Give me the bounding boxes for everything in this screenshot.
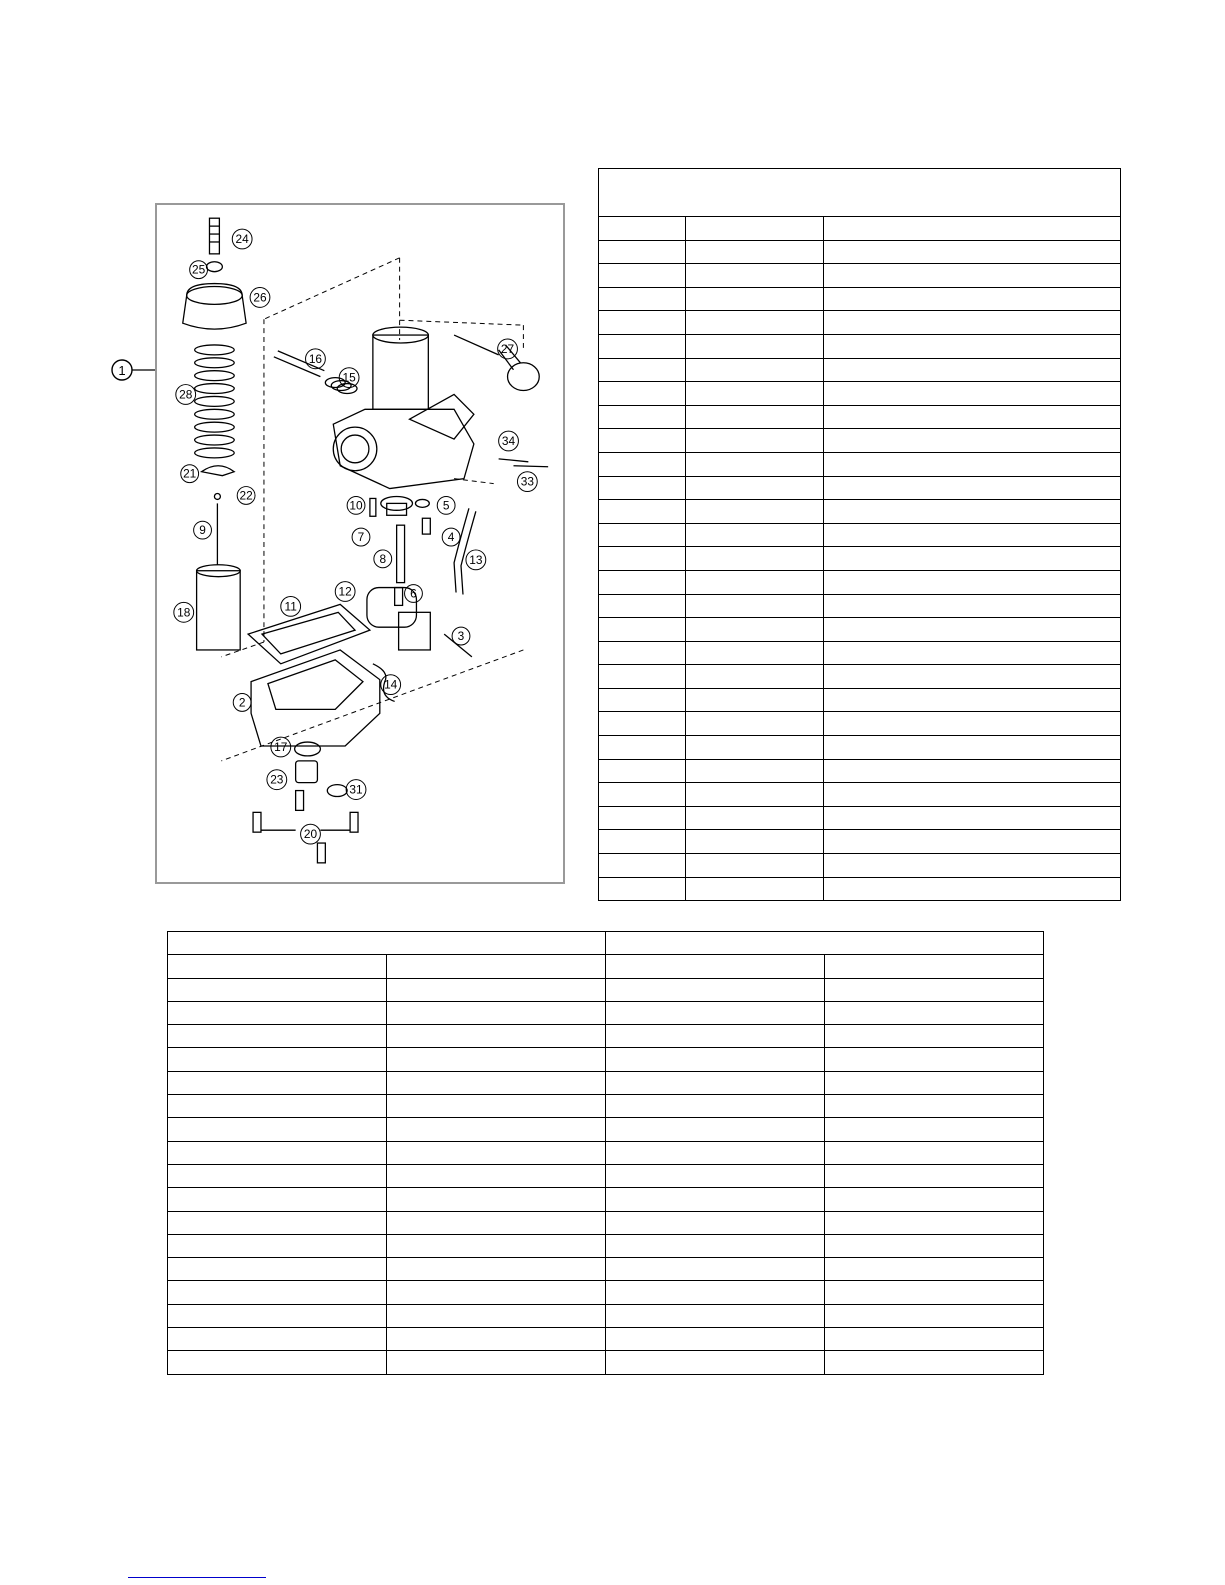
spec-table-cell: [387, 1164, 606, 1187]
spec-table-cell: [606, 1188, 825, 1211]
parts-table-cell: [599, 759, 686, 783]
callout-12-label: 12: [338, 584, 352, 599]
parts-table-cell: [599, 452, 686, 476]
parts-table-cell: [599, 570, 686, 594]
parts-table-cell: [824, 476, 1121, 500]
spec-table-cell: [606, 1234, 825, 1257]
parts-table-row: [599, 759, 1121, 783]
spec-table-cell: [825, 1304, 1044, 1327]
spec-table-cell: [168, 1118, 387, 1141]
parts-table-row: [599, 665, 1121, 689]
parts-table-row: [599, 217, 1121, 241]
spec-table-row: [168, 1025, 1044, 1048]
spec-table-cell: [168, 1234, 387, 1257]
spec-table-cell: [825, 1025, 1044, 1048]
spec-table-row: [168, 1234, 1044, 1257]
parts-table-cell: [824, 217, 1121, 241]
spec-table-row: [168, 1001, 1044, 1024]
callout-31: [346, 780, 366, 800]
spec-table-row: [168, 1071, 1044, 1094]
spec-table-cell: [168, 1001, 387, 1024]
spec-table-cell: [168, 1304, 387, 1327]
spec-table-row: [168, 1211, 1044, 1234]
parts-table-cell: [824, 311, 1121, 335]
parts-table-cell: [824, 688, 1121, 712]
spec-table-cell: [606, 1211, 825, 1234]
spec-table-cell: [387, 1095, 606, 1118]
parts-table-row: [599, 476, 1121, 500]
parts-table-row: [599, 594, 1121, 618]
callout-10: [347, 496, 365, 514]
parts-table-row: [599, 618, 1121, 642]
spec-table-row: [168, 978, 1044, 1001]
spec-table-cell: [825, 1048, 1044, 1071]
parts-table-cell: [824, 594, 1121, 618]
parts-table-row: [599, 547, 1121, 571]
parts-table-cell: [686, 500, 824, 524]
callout-14-label: 14: [384, 677, 398, 692]
callout-28: [176, 385, 196, 405]
parts-table-cell: [599, 429, 686, 453]
parts-table-cell: [599, 688, 686, 712]
spec-table-row: [168, 1118, 1044, 1141]
parts-table-title-row: [599, 169, 1121, 217]
parts-table-cell: [686, 217, 824, 241]
callout-25: [190, 261, 208, 279]
spec-table-cell: [825, 1188, 1044, 1211]
spec-table-row: [168, 1164, 1044, 1187]
spec-table-cell: [168, 1211, 387, 1234]
parts-table-cell: [824, 877, 1121, 901]
parts-table-cell: [599, 334, 686, 358]
parts-table-title-cell: [599, 169, 1121, 217]
parts-table-cell: [599, 806, 686, 830]
parts-table-cell: [599, 476, 686, 500]
callout-10-label: 10: [349, 498, 363, 513]
callout-31-label: 31: [349, 782, 363, 797]
parts-table-cell: [824, 429, 1121, 453]
parts-table-row: [599, 688, 1121, 712]
callout-9: [194, 521, 212, 539]
parts-table-cell: [686, 311, 824, 335]
callout-24: [232, 229, 252, 249]
callout-13-label: 13: [469, 552, 483, 567]
callout-2: [233, 694, 251, 712]
parts-table-cell: [824, 665, 1121, 689]
callout-labels: [174, 229, 537, 844]
parts-table-cell: [599, 382, 686, 406]
parts-table-cell: [824, 287, 1121, 311]
callout-17-label: 17: [274, 739, 288, 754]
parts-table-row: [599, 429, 1121, 453]
spec-table-cell: [387, 978, 606, 1001]
parts-table-cell: [686, 523, 824, 547]
spec-table-row: [168, 1328, 1044, 1351]
parts-table-cell: [599, 641, 686, 665]
spec-table-cell: [825, 1258, 1044, 1281]
callout-1-label: 1: [118, 363, 126, 378]
spec-table-cell: [606, 955, 825, 978]
diagram-drawing: [157, 205, 563, 882]
parts-table-cell: [599, 287, 686, 311]
callout-14: [381, 675, 401, 695]
spec-table-cell: [387, 1211, 606, 1234]
spec-table-cell: [387, 1258, 606, 1281]
parts-table-cell: [824, 382, 1121, 406]
parts-table-row: [599, 736, 1121, 760]
spec-table-row: [168, 1188, 1044, 1211]
callout-6: [405, 585, 423, 603]
parts-table-cell: [686, 594, 824, 618]
parts-table-row: [599, 405, 1121, 429]
parts-table-cell: [824, 618, 1121, 642]
parts-table-cell: [599, 618, 686, 642]
callout-24-label: 24: [235, 231, 249, 246]
callout-25-label: 25: [191, 262, 206, 277]
callout-3: [452, 627, 470, 645]
callout-23: [267, 770, 287, 790]
parts-table-cell: [824, 854, 1121, 878]
parts-table-cell: [686, 240, 824, 264]
callout-18-label: 20: [303, 827, 318, 842]
parts-table-cell: [686, 688, 824, 712]
callout-7-label: 7: [357, 530, 365, 545]
parts-table-cell: [824, 806, 1121, 830]
specification-table: [167, 931, 1044, 1375]
parts-table-cell: [599, 736, 686, 760]
parts-table-cell: [686, 665, 824, 689]
parts-table-cell: [824, 570, 1121, 594]
spec-table-cell: [387, 1188, 606, 1211]
parts-table-row: [599, 854, 1121, 878]
callout-34-label: 34: [501, 433, 516, 448]
parts-table-cell: [824, 783, 1121, 807]
parts-table-cell: [599, 783, 686, 807]
callout-33-label: 33: [520, 474, 534, 489]
callout-16-label: 16: [308, 351, 323, 366]
spec-table-cell: [825, 955, 1044, 978]
footer-link-underline[interactable]: [128, 1577, 266, 1578]
parts-table-row: [599, 287, 1121, 311]
parts-table-cell: [686, 264, 824, 288]
spec-table-row: [168, 1304, 1044, 1327]
parts-table-row: [599, 452, 1121, 476]
spec-table-cell: [606, 1328, 825, 1351]
parts-table-row: [599, 712, 1121, 736]
parts-table-row: [599, 382, 1121, 406]
parts-table-cell: [599, 594, 686, 618]
parts-table-cell: [824, 712, 1121, 736]
spec-table-cell: [606, 1258, 825, 1281]
callout-16: [306, 349, 326, 369]
callout-26-label: 26: [253, 290, 267, 305]
spec-table-cell: [387, 1071, 606, 1094]
callout-11: [281, 596, 301, 616]
parts-table-cell: [686, 358, 824, 382]
parts-table-cell: [599, 854, 686, 878]
parts-table-cell: [686, 618, 824, 642]
spec-table-row: [168, 955, 1044, 978]
spec-table-cell: [825, 1211, 1044, 1234]
callout-28-label: 28: [179, 387, 193, 402]
spec-table-cell: [168, 1258, 387, 1281]
carburetor-exploded-diagram: [155, 203, 565, 884]
parts-table-cell: [686, 806, 824, 830]
spec-table-cell: [168, 1071, 387, 1094]
parts-table-cell: [824, 500, 1121, 524]
parts-table-cell: [824, 405, 1121, 429]
parts-table-cell: [686, 405, 824, 429]
spec-table-cell: [825, 1328, 1044, 1351]
parts-table-cell: [824, 334, 1121, 358]
parts-table-cell: [686, 452, 824, 476]
spec-table-cell: [825, 1281, 1044, 1304]
callout-20: [174, 602, 194, 622]
spec-table-group-header: [168, 932, 1044, 955]
spec-table-cell: [825, 1001, 1044, 1024]
spec-table-cell: [168, 1025, 387, 1048]
spec-table-row: [168, 1141, 1044, 1164]
spec-table-cell: [168, 1048, 387, 1071]
spec-table-cell: [606, 1095, 825, 1118]
callout-5-label: 5: [442, 498, 450, 513]
spec-table-cell: [606, 978, 825, 1001]
callout-5: [437, 496, 455, 514]
parts-table-cell: [824, 452, 1121, 476]
spec-table-cell: [606, 1071, 825, 1094]
callout-4-label: 4: [447, 530, 455, 545]
spec-table-cell: [168, 1281, 387, 1304]
spec-table-cell: [168, 978, 387, 1001]
parts-table-cell: [599, 264, 686, 288]
parts-table-cell: [824, 240, 1121, 264]
spec-group-left: [168, 932, 606, 955]
parts-table-row: [599, 877, 1121, 901]
parts-table-row: [599, 783, 1121, 807]
parts-table-cell: [686, 641, 824, 665]
spec-table-row: [168, 1281, 1044, 1304]
parts-table-cell: [824, 759, 1121, 783]
parts-table-row: [599, 570, 1121, 594]
callout-27: [498, 339, 518, 359]
parts-table-cell: [686, 759, 824, 783]
spec-table-cell: [168, 1351, 387, 1374]
parts-table-row: [599, 500, 1121, 524]
spec-table-cell: [606, 1164, 825, 1187]
spec-table-cell: [606, 1141, 825, 1164]
spec-table-cell: [387, 955, 606, 978]
spec-table-row: [168, 1258, 1044, 1281]
parts-table-row: [599, 311, 1121, 335]
spec-table-cell: [387, 1351, 606, 1374]
parts-table-cell: [686, 712, 824, 736]
parts-table-row: [599, 240, 1121, 264]
parts-table-cell: [599, 712, 686, 736]
parts-table-cell: [686, 783, 824, 807]
callout-27-label: 27: [500, 341, 515, 356]
spec-table-row: [168, 1048, 1044, 1071]
callout-3-label: 3: [457, 629, 465, 644]
parts-table-cell: [824, 830, 1121, 854]
spec-table-cell: [825, 1234, 1044, 1257]
spec-group-right: [606, 932, 1044, 955]
spec-table-row: [168, 1095, 1044, 1118]
parts-table-cell: [599, 358, 686, 382]
spec-table-cell: [825, 1141, 1044, 1164]
spec-table-cell: [606, 1025, 825, 1048]
parts-table-cell: [599, 665, 686, 689]
spec-table-cell: [168, 1095, 387, 1118]
callout-8: [374, 550, 392, 568]
spec-table-cell: [168, 1164, 387, 1187]
spec-table-row: [168, 1351, 1044, 1374]
parts-table-cell: [686, 736, 824, 760]
parts-table-cell: [686, 547, 824, 571]
parts-table-cell: [686, 570, 824, 594]
spec-table-cell: [387, 1118, 606, 1141]
parts-table-cell: [599, 405, 686, 429]
callout-2-label: 2: [238, 695, 246, 710]
callout-7: [352, 528, 370, 546]
parts-table-cell: [686, 287, 824, 311]
parts-table-cell: [686, 429, 824, 453]
parts-table-cell: [599, 523, 686, 547]
spec-table-cell: [168, 955, 387, 978]
spec-table-cell: [825, 1118, 1044, 1141]
parts-table-cell: [599, 311, 686, 335]
spec-table-cell: [606, 1304, 825, 1327]
callout-34: [499, 431, 519, 451]
parts-table-cell: [686, 334, 824, 358]
assembly-callout-1: [110, 356, 156, 386]
parts-table-cell: [824, 547, 1121, 571]
parts-table-cell: [599, 217, 686, 241]
spec-table-cell: [387, 1025, 606, 1048]
parts-table-row: [599, 523, 1121, 547]
callout-33: [517, 472, 537, 492]
callout-21-label: 21: [183, 466, 197, 481]
callout-22-label: 22: [239, 488, 253, 503]
parts-table-cell: [599, 547, 686, 571]
parts-table-row: [599, 358, 1121, 382]
spec-table-cell: [825, 1071, 1044, 1094]
spec-table-cell: [168, 1328, 387, 1351]
parts-table-row: [599, 641, 1121, 665]
spec-table-cell: [825, 1164, 1044, 1187]
parts-table-cell: [824, 641, 1121, 665]
spec-table-cell: [387, 1328, 606, 1351]
parts-table-cell: [686, 830, 824, 854]
callout-15-label: 15: [342, 370, 356, 385]
parts-table-cell: [824, 264, 1121, 288]
callout-23-label: 23: [270, 772, 284, 787]
parts-table-cell: [599, 830, 686, 854]
parts-table-cell: [824, 736, 1121, 760]
callout-20-label: 18: [177, 605, 191, 620]
callout-18: [301, 824, 321, 844]
parts-table-cell: [599, 500, 686, 524]
callout-9-label: 9: [199, 523, 206, 538]
spec-table-cell: [825, 1351, 1044, 1374]
spec-table-cell: [387, 1281, 606, 1304]
callout-15: [339, 368, 359, 388]
spec-table-cell: [606, 1351, 825, 1374]
spec-table-cell: [825, 1095, 1044, 1118]
spec-table-cell: [606, 1281, 825, 1304]
parts-table-cell: [686, 476, 824, 500]
parts-table-cell: [824, 358, 1121, 382]
parts-table-cell: [824, 523, 1121, 547]
parts-list-table: [598, 168, 1121, 901]
spec-table-cell: [387, 1048, 606, 1071]
callout-12: [335, 582, 355, 602]
parts-table-row: [599, 806, 1121, 830]
spec-table-cell: [168, 1141, 387, 1164]
callout-21: [181, 465, 199, 483]
spec-table-cell: [387, 1304, 606, 1327]
parts-table-row: [599, 334, 1121, 358]
spec-table-cell: [387, 1001, 606, 1024]
spec-table-cell: [387, 1141, 606, 1164]
callout-26: [250, 288, 270, 308]
spec-table-cell: [606, 1001, 825, 1024]
spec-table-cell: [606, 1048, 825, 1071]
parts-table-cell: [599, 240, 686, 264]
callout-11-label: 11: [284, 599, 297, 614]
parts-table-row: [599, 830, 1121, 854]
parts-table-cell: [686, 382, 824, 406]
callout-8-label: 8: [379, 551, 387, 566]
callout-6-label: 6: [410, 586, 417, 601]
parts-table-cell: [686, 877, 824, 901]
parts-table-cell: [686, 854, 824, 878]
callout-17: [271, 737, 291, 757]
spec-table-cell: [606, 1118, 825, 1141]
spec-table-cell: [168, 1188, 387, 1211]
callout-13: [466, 550, 486, 570]
spec-table-cell: [387, 1234, 606, 1257]
spec-table-cell: [825, 978, 1044, 1001]
parts-table-cell: [599, 877, 686, 901]
parts-table-row: [599, 264, 1121, 288]
callout-4: [442, 528, 460, 546]
callout-22: [237, 487, 255, 505]
